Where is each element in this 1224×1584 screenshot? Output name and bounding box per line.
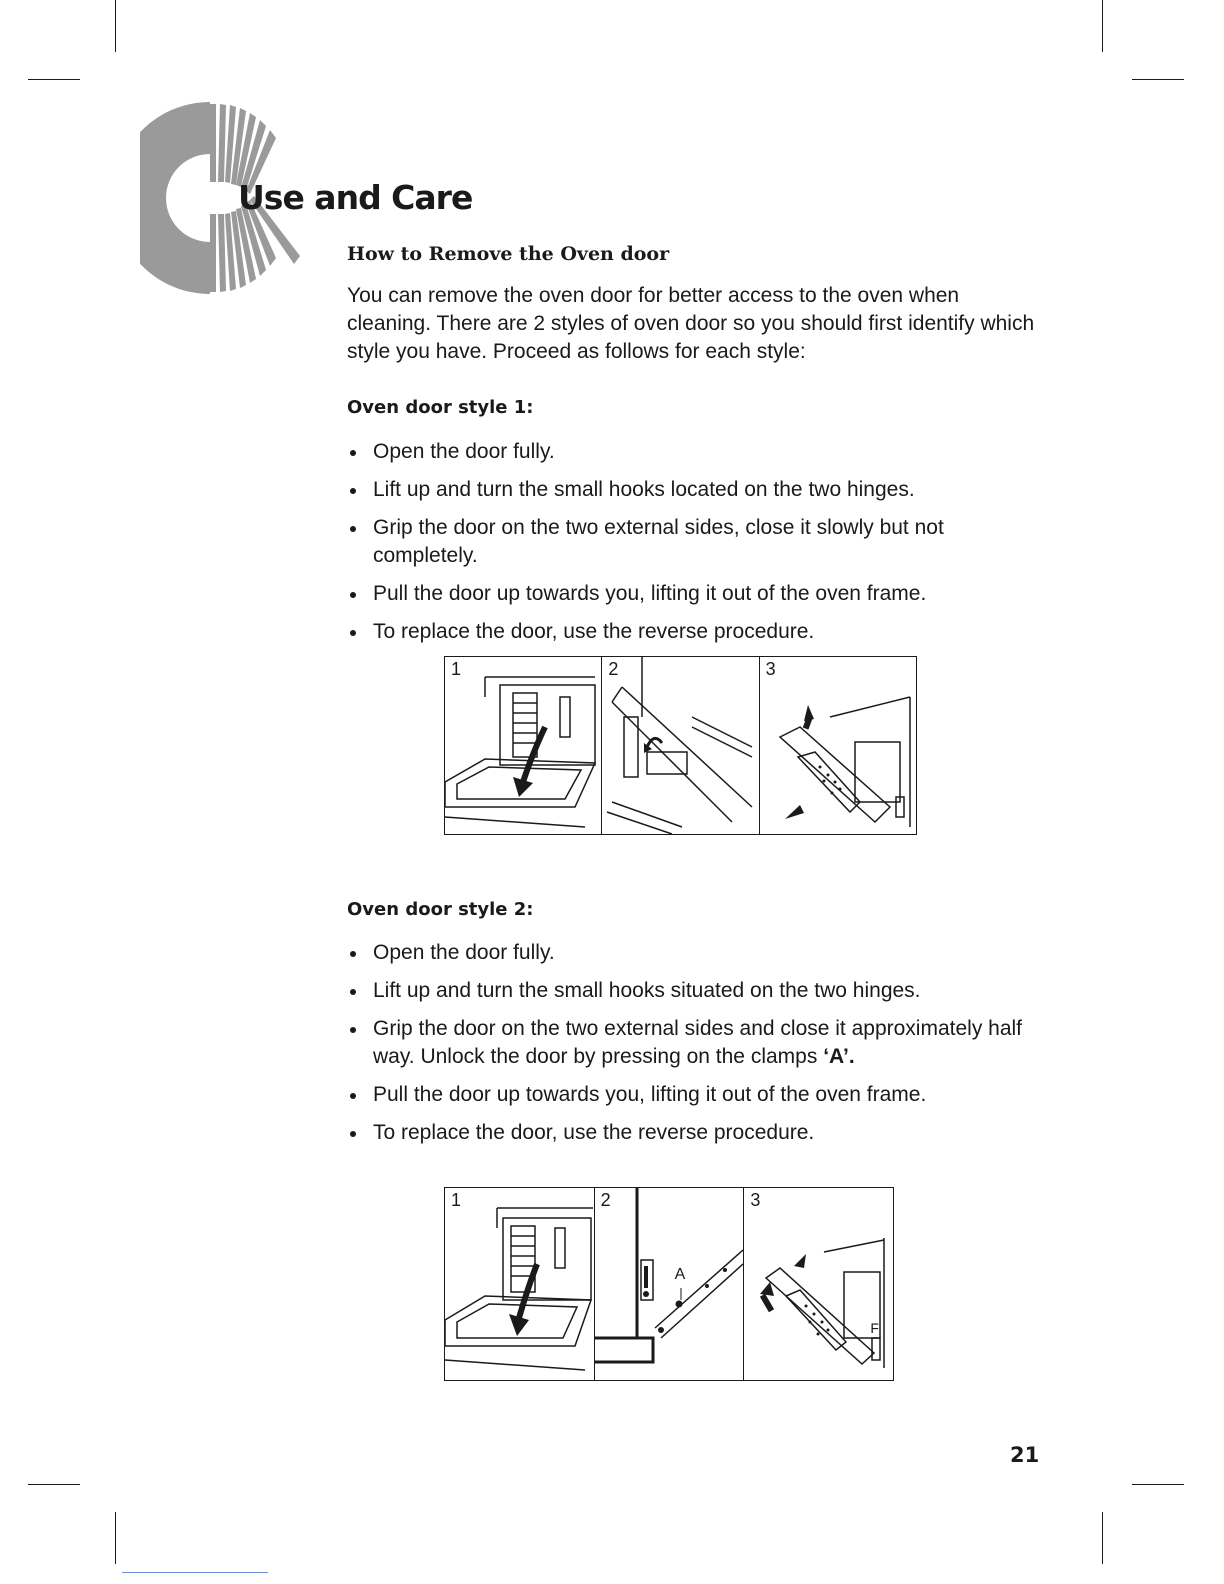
style2-heading: Oven door style 2: — [347, 899, 534, 920]
figure-panel-3 — [744, 1188, 893, 1380]
list-item: Open the door fully. — [347, 438, 1037, 466]
style1-steps — [347, 438, 1037, 656]
panel-number: 3 — [750, 1190, 761, 1210]
crop-mark — [1132, 79, 1184, 80]
section-heading: How to Remove the Oven door — [347, 243, 670, 265]
lift-door-drawing — [744, 1188, 893, 1380]
list-item: Pull the door up towards you, lifting it out of the oven frame. — [347, 1081, 1037, 1109]
clamp-label: ‘A’. — [823, 1045, 855, 1068]
list-item: To replace the door, use the reverse procedure. — [347, 1119, 1037, 1147]
crop-mark — [1102, 1512, 1103, 1564]
style1-heading: Oven door style 1: — [347, 397, 534, 418]
crop-mark — [1132, 1484, 1184, 1485]
crop-mark — [1102, 0, 1103, 52]
list-item: Grip the door on the two external sides, close it slowly but not completely. — [347, 514, 1037, 570]
crop-mark — [28, 79, 80, 80]
panel-number: 3 — [765, 659, 776, 679]
intro-paragraph: You can remove the oven door for better access to the oven when cleaning. There are 2 styles of oven door so you should first identify which style you have. Proceed as follows for each style: — [347, 284, 1035, 363]
step-text: Grip the door on the two external sides and close it approximately half way. Unlock the door by pressing on the clamps — [373, 1017, 1023, 1068]
style2-steps — [347, 939, 1037, 1157]
panel-number: 1 — [451, 1190, 462, 1210]
page-number: 21 — [1010, 1443, 1040, 1467]
clamp-a-label: A — [674, 1266, 686, 1283]
list-item: Lift up and turn the small hooks located on the two hinges. — [347, 476, 1037, 504]
open-door-drawing — [445, 657, 602, 834]
figure-panel-1 — [445, 657, 602, 834]
crop-mark — [28, 1484, 80, 1485]
page-title: Use and Care — [238, 178, 473, 217]
lift-door-drawing — [760, 657, 916, 834]
hinge-hook-drawing — [602, 657, 759, 834]
panel-number: 2 — [608, 659, 619, 679]
style1-illustration — [444, 656, 917, 835]
list-item: Open the door fully. — [347, 939, 1037, 967]
crop-mark — [115, 1512, 116, 1564]
clamp-drawing — [595, 1188, 745, 1380]
f-label: F — [870, 1320, 879, 1336]
list-item: Lift up and turn the small hooks situated on the two hinges. — [347, 977, 1037, 1005]
page-edge-line — [122, 1572, 268, 1573]
style2-illustration — [444, 1187, 894, 1381]
list-item — [347, 1015, 1037, 1071]
crop-mark — [115, 0, 116, 52]
figure-panel-1 — [445, 1188, 595, 1380]
figure-panel-2 — [595, 1188, 745, 1380]
panel-number: 2 — [600, 1190, 611, 1210]
panel-number: 1 — [451, 659, 462, 679]
open-door-drawing — [445, 1188, 595, 1380]
figure-panel-3 — [760, 657, 916, 834]
figure-panel-2 — [602, 657, 759, 834]
list-item: To replace the door, use the reverse procedure. — [347, 618, 1037, 646]
list-item: Pull the door up towards you, lifting it out of the oven frame. — [347, 580, 1037, 608]
